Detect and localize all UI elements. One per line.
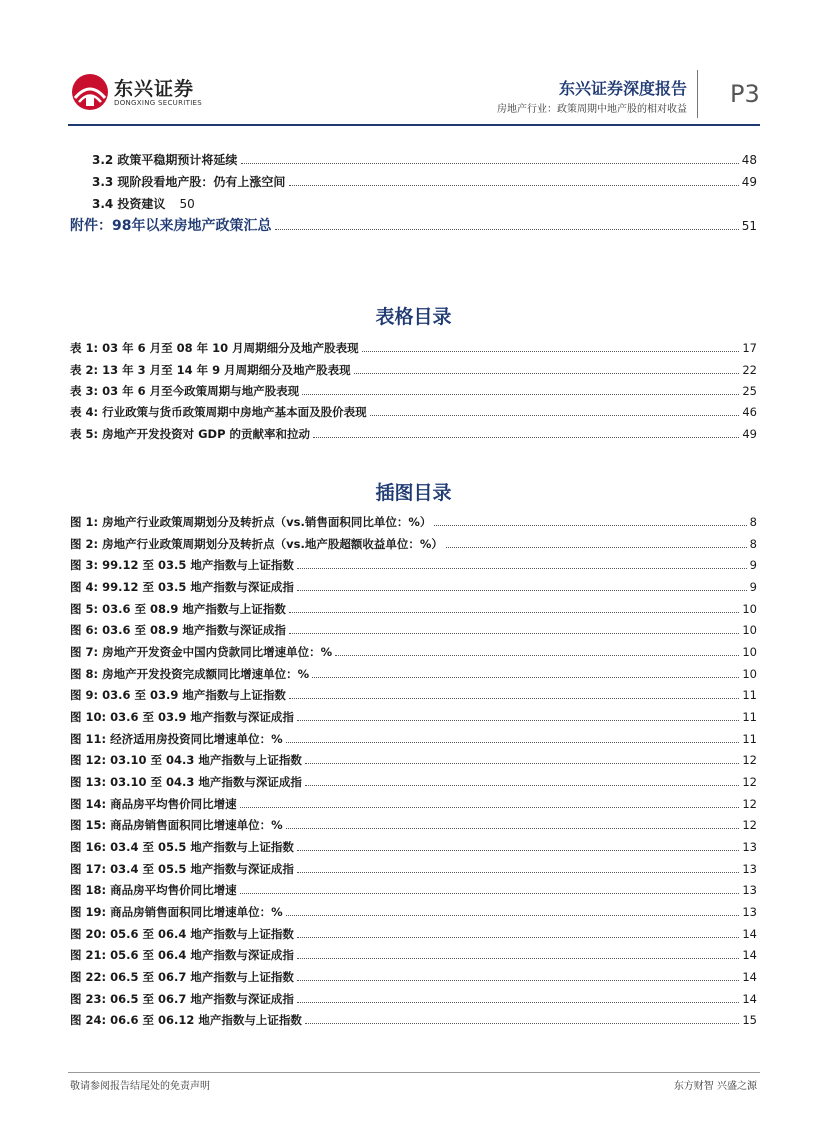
figures-section-heading: 插图目录 [375, 482, 452, 504]
dot-leader [297, 720, 739, 721]
list-item-page: 14 [742, 948, 757, 962]
table-list-item[interactable] [70, 361, 757, 379]
dot-leader [286, 828, 740, 829]
dot-leader [313, 437, 739, 438]
list-item-label: 图 9: 03.6 至 03.9 地产指数与上证指数 [70, 688, 286, 702]
list-item-page: 46 [742, 405, 757, 419]
list-item-label: 表 1: 03 年 6 月至 08 年 10 月周期细分及地产股表现 [70, 341, 359, 355]
dot-leader [241, 163, 738, 164]
list-item-page: 8 [749, 515, 757, 529]
dot-leader [302, 394, 739, 395]
company-logo [70, 72, 210, 112]
toc-entry-label: 3.3 现阶段看地产股：仍有上涨空间 [92, 175, 286, 189]
page-header [0, 0, 827, 130]
logo-text-en: DONGXING SECURITIES [114, 99, 203, 107]
figure-list-item[interactable] [70, 686, 757, 704]
dot-leader [305, 785, 739, 786]
figure-list-item[interactable] [70, 816, 757, 834]
table-list-item[interactable] [70, 403, 757, 421]
dot-leader [446, 547, 747, 548]
list-item-page: 11 [742, 710, 757, 724]
figure-list-item[interactable] [70, 1011, 757, 1029]
dot-leader [289, 698, 739, 699]
toc-entry-page: 49 [741, 175, 757, 189]
toc-entry-page: 50 [179, 197, 195, 211]
list-item-page: 10 [742, 667, 757, 681]
figure-list-item[interactable] [70, 643, 757, 661]
list-item-label: 图 24: 06.6 至 06.12 地产指数与上证指数 [70, 1013, 302, 1027]
list-item-label: 图 21: 05.6 至 06.4 地产指数与深证成指 [70, 948, 294, 962]
figure-list-item[interactable] [70, 578, 757, 596]
list-item-label: 图 11: 经济适用房投资同比增速单位：% [70, 732, 283, 746]
figure-list-item[interactable] [70, 556, 757, 574]
dot-leader [286, 742, 740, 743]
toc-entry[interactable] [92, 173, 757, 191]
figure-list-item[interactable] [70, 903, 757, 921]
logo-text-cn: 东兴证券 [114, 78, 195, 100]
list-item-page: 13 [742, 840, 757, 854]
header-rule [68, 124, 760, 126]
figure-list-item[interactable] [70, 751, 757, 769]
table-list-item[interactable] [70, 339, 757, 357]
list-item-label: 表 5: 房地产开发投资对 GDP 的贡献率和拉动 [70, 427, 311, 441]
list-item-page: 9 [749, 580, 757, 594]
figure-list-item[interactable] [70, 946, 757, 964]
list-item-label: 图 16: 03.4 至 05.5 地产指数与上证指数 [70, 840, 294, 854]
list-item-label: 图 17: 03.4 至 05.5 地产指数与深证成指 [70, 862, 294, 876]
figure-list-item[interactable] [70, 513, 757, 531]
figure-list-item[interactable] [70, 621, 757, 639]
toc-entry-label: 3.2 政策平稳期预计将延续 [92, 153, 238, 167]
dot-leader [240, 893, 740, 894]
dot-leader [370, 415, 740, 416]
table-list-item[interactable] [70, 382, 757, 400]
list-item-page: 10 [742, 602, 757, 616]
figure-list-item[interactable] [70, 600, 757, 618]
list-item-page: 13 [742, 862, 757, 876]
list-item-page: 11 [742, 688, 757, 702]
toc-entry-appendix[interactable] [70, 217, 757, 235]
list-item-label: 表 3: 03 年 6 月至今政策周期与地产股表现 [70, 384, 300, 398]
list-item-label: 图 10: 03.6 至 03.9 地产指数与深证成指 [70, 710, 294, 724]
list-item-label: 图 5: 03.6 至 08.9 地产指数与上证指数 [70, 602, 286, 616]
figure-list-item[interactable] [70, 535, 757, 553]
report-subtitle: 房地产行业：政策周期中地产股的相对收益 [497, 104, 687, 115]
figure-list-item[interactable] [70, 795, 757, 813]
figure-list-item[interactable] [70, 860, 757, 878]
list-item-label: 图 20: 05.6 至 06.4 地产指数与上证指数 [70, 927, 294, 941]
toc-entry-page: 48 [741, 153, 757, 167]
toc-entry-page: 51 [741, 219, 757, 233]
page-number: P3 [730, 80, 760, 108]
dot-leader [286, 915, 740, 916]
list-item-label: 图 6: 03.6 至 08.9 地产指数与深证成指 [70, 623, 286, 637]
report-type-title: 东兴证券深度报告 [558, 79, 687, 98]
list-item-page: 12 [742, 775, 757, 789]
list-item-label: 图 3: 99.12 至 03.5 地产指数与上证指数 [70, 558, 294, 572]
dot-leader [297, 872, 739, 873]
toc-entry-label: 3.4 投资建议 [92, 197, 166, 211]
list-item-label: 图 12: 03.10 至 04.3 地产指数与上证指数 [70, 753, 302, 767]
list-item-label: 图 8: 房地产开发投资完成额同比增速单位：% [70, 667, 310, 681]
disclaimer-note: 敬请参阅报告结尾处的免责声明 [70, 1081, 210, 1092]
list-item-label: 图 18: 商品房平均售价同比增速 [70, 883, 237, 897]
figure-list-item[interactable] [70, 925, 757, 943]
figure-list-item[interactable] [70, 838, 757, 856]
dot-leader [362, 351, 740, 352]
figure-list-item[interactable] [70, 708, 757, 726]
dot-leader [297, 937, 739, 938]
dot-leader [275, 229, 738, 230]
dot-leader [240, 807, 740, 808]
dot-leader [297, 590, 747, 591]
figure-list-item[interactable] [70, 990, 757, 1008]
dot-leader [297, 1002, 739, 1003]
list-item-label: 图 1: 房地产行业政策周期划分及转折点（vs.销售面积同比单位：%） [70, 515, 432, 529]
list-item-label: 表 2: 13 年 3 月至 14 年 9 月周期细分及地产股表现 [70, 363, 351, 377]
list-item-page: 12 [742, 753, 757, 767]
list-item-page: 14 [742, 970, 757, 984]
list-item-page: 49 [742, 427, 757, 441]
toc-entry[interactable] [92, 195, 757, 213]
list-item-page: 17 [742, 341, 757, 355]
figure-list-item[interactable] [70, 881, 757, 899]
dot-leader [297, 850, 739, 851]
list-item-label: 图 13: 03.10 至 04.3 地产指数与深证成指 [70, 775, 302, 789]
dot-leader [312, 677, 739, 678]
list-item-label: 图 4: 99.12 至 03.5 地产指数与深证成指 [70, 580, 294, 594]
list-item-page: 10 [742, 645, 757, 659]
list-item-label: 图 2: 房地产行业政策周期划分及转折点（vs.地产股超额收益单位：%） [70, 537, 443, 551]
dot-leader [305, 1023, 739, 1024]
figure-list-item[interactable] [70, 773, 757, 791]
toc-entry-label: 附件：98年以来房地产政策汇总 [70, 218, 272, 234]
logo-emblem-icon [70, 72, 110, 112]
table-list-item[interactable] [70, 425, 757, 443]
dot-leader [297, 568, 747, 569]
tables-section-heading: 表格目录 [375, 306, 452, 328]
list-item-page: 11 [742, 732, 757, 746]
list-item-page: 15 [742, 1013, 757, 1027]
list-item-label: 图 7: 房地产开发资金中国内贷款同比增速单位：% [70, 645, 333, 659]
list-item-page: 14 [742, 992, 757, 1006]
list-item-page: 9 [749, 558, 757, 572]
list-item-label: 图 22: 06.5 至 06.7 地产指数与上证指数 [70, 970, 294, 984]
list-item-page: 10 [742, 623, 757, 637]
list-item-page: 13 [742, 883, 757, 897]
dot-leader [305, 763, 739, 764]
list-item-page: 22 [742, 363, 757, 377]
list-item-label: 图 19: 商品房销售面积同比增速单位：% [70, 905, 283, 919]
dot-leader [297, 980, 739, 981]
list-item-label: 图 15: 商品房销售面积同比增速单位：% [70, 818, 283, 832]
list-item-label: 图 14: 商品房平均售价同比增速 [70, 797, 237, 811]
list-item-page: 12 [742, 818, 757, 832]
list-item-label: 图 23: 06.5 至 06.7 地产指数与深证成指 [70, 992, 294, 1006]
dot-leader [354, 373, 740, 374]
list-item-label: 表 4: 行业政策与货币政策周期中房地产基本面及股价表现 [70, 405, 367, 419]
figure-list-item[interactable] [70, 968, 757, 986]
toc-entry[interactable] [92, 151, 757, 169]
company-slogan: 东方财智 兴盛之源 [673, 1081, 757, 1092]
dot-leader [434, 525, 746, 526]
list-item-page: 13 [742, 905, 757, 919]
list-item-page: 12 [742, 797, 757, 811]
figure-list-item[interactable] [70, 665, 757, 683]
figure-list-item[interactable] [70, 730, 757, 748]
list-item-page: 14 [742, 927, 757, 941]
dot-leader [289, 185, 738, 186]
dot-leader [289, 612, 739, 613]
footer-rule [68, 1072, 760, 1073]
list-item-page: 8 [749, 537, 757, 551]
header-vertical-divider [697, 70, 698, 118]
dot-leader [335, 655, 739, 656]
dot-leader [289, 633, 739, 634]
dot-leader [297, 958, 739, 959]
list-item-page: 25 [742, 384, 757, 398]
